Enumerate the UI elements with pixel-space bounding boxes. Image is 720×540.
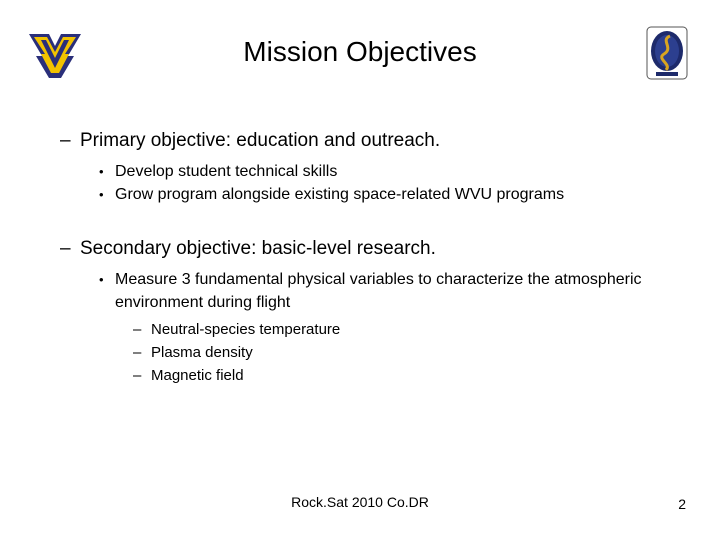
sub-item-text: Magnetic field: [151, 367, 244, 384]
bullet-item: [60, 183, 660, 206]
primary-bullets: [60, 160, 660, 206]
bullet-marker: •: [99, 164, 104, 179]
bullet-item: [60, 160, 660, 183]
sub-item-text: Neutral-species temperature: [151, 321, 341, 338]
primary-objective: [60, 128, 660, 154]
slide-title: Mission Objectives: [243, 36, 477, 67]
sub-item-text: Plasma density: [151, 344, 253, 361]
sub-item: [60, 364, 660, 387]
bullet-marker: •: [99, 187, 104, 202]
dash-marker: –: [133, 367, 142, 384]
bullet-text: Develop student technical skills: [115, 163, 338, 180]
dash-marker: –: [60, 130, 71, 151]
bullet-item: [60, 268, 660, 314]
bullet-marker: •: [99, 272, 104, 287]
secondary-objective-text: Secondary objective: basic-level research.: [80, 238, 436, 259]
measurement-list: [60, 318, 660, 387]
dash-marker: –: [60, 238, 71, 259]
dash-marker: –: [133, 344, 142, 361]
dash-marker: –: [133, 321, 142, 338]
secondary-bullets: [60, 268, 660, 314]
sub-item: [60, 341, 660, 364]
slide-body: [60, 128, 660, 387]
bullet-text: Measure 3 fundamental physical variables to characterize the atmospheric environment during flight: [115, 271, 642, 311]
page-number: 2: [678, 496, 686, 512]
sub-item: [60, 318, 660, 341]
slide-footer: Rock.Sat 2010 Co.DR: [291, 494, 429, 510]
bullet-text: Grow program alongside existing space-related WVU programs: [115, 186, 565, 203]
primary-objective-text: Primary objective: education and outreach.: [80, 130, 441, 151]
secondary-objective: [60, 236, 660, 262]
